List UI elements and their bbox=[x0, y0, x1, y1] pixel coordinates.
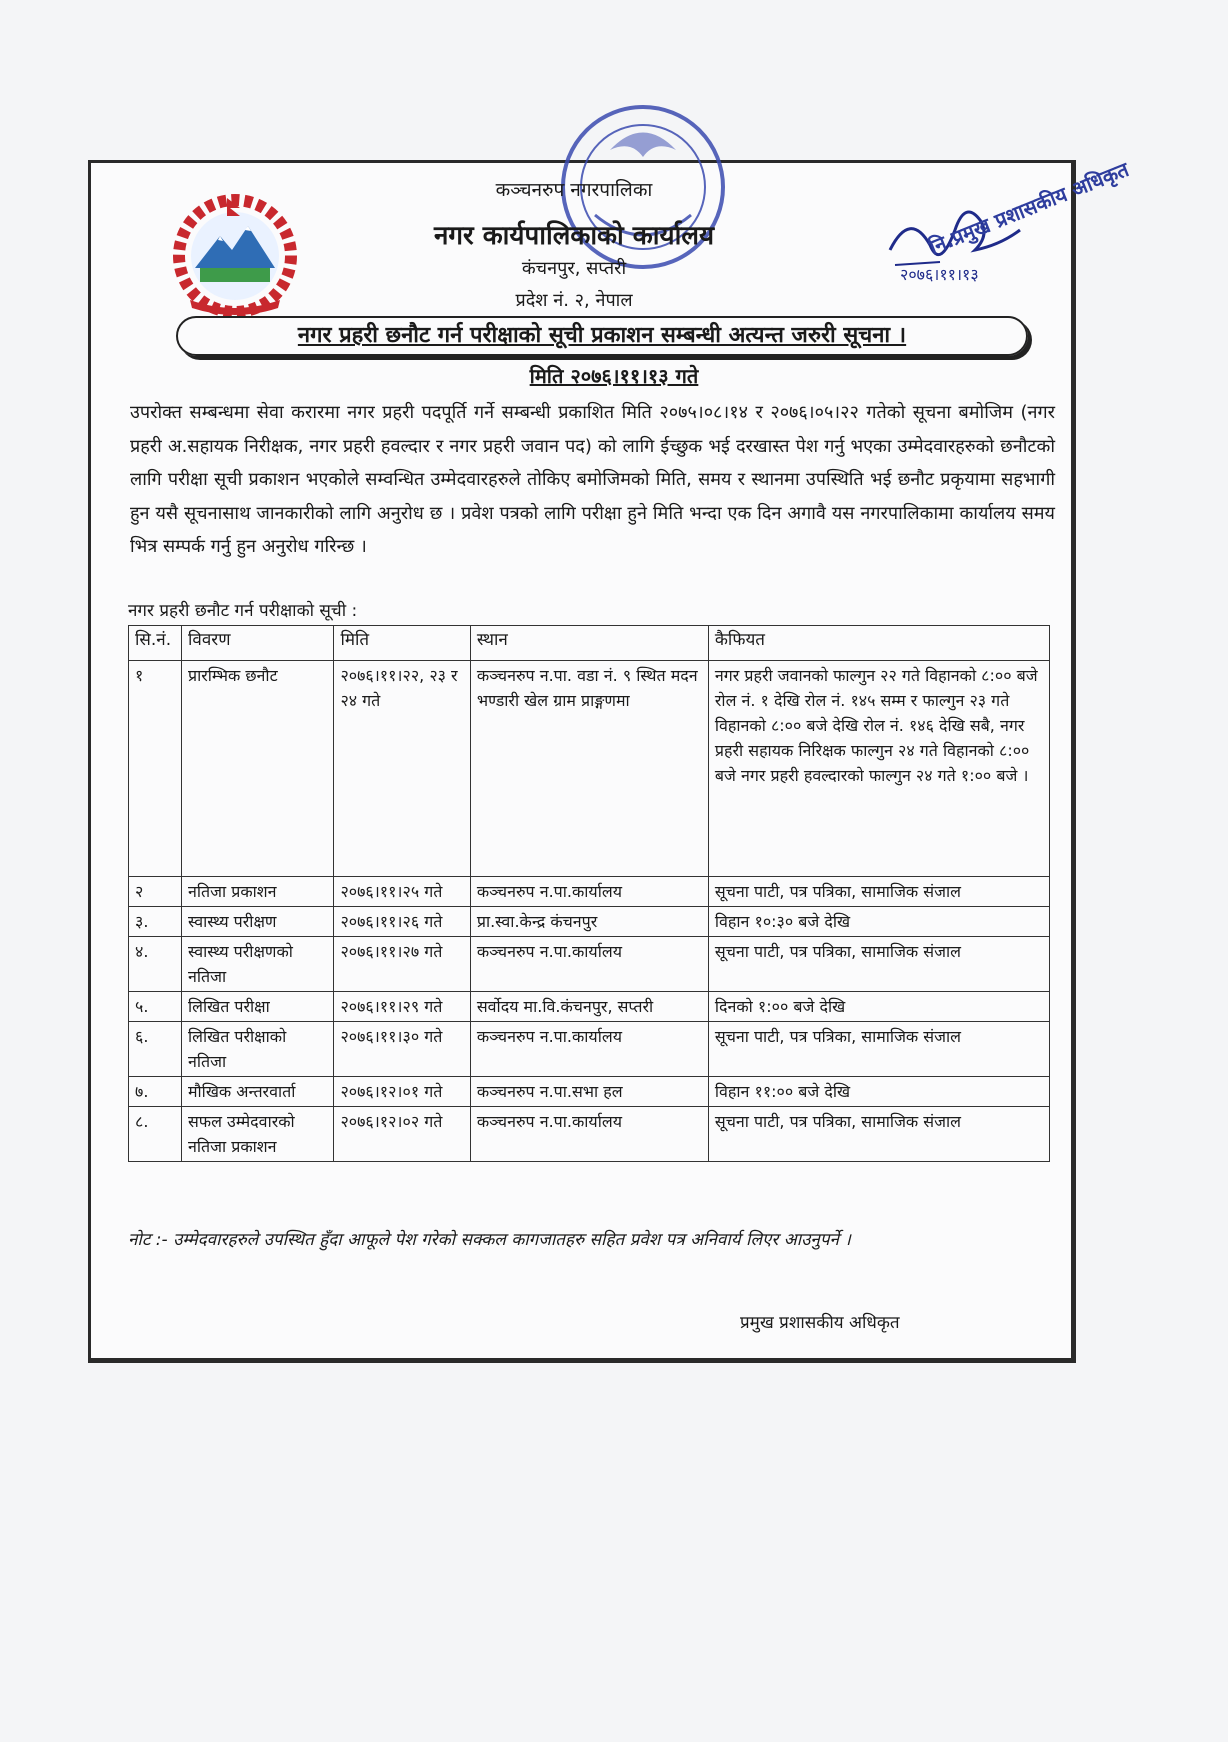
cell-remarks: विहान ११:०० बजे देखि bbox=[708, 1077, 1049, 1107]
cell-venue: कञ्चनरुप न.पा.कार्यालय bbox=[470, 877, 708, 907]
cell-description: लिखित परीक्षाको नतिजा bbox=[181, 1022, 333, 1077]
cell-remarks: विहान १०:३० बजे देखि bbox=[708, 907, 1049, 937]
cell-description: स्वास्थ्य परीक्षण bbox=[181, 907, 333, 937]
cell-remarks: सूचना पाटी, पत्र पत्रिका, सामाजिक संजाल bbox=[708, 1022, 1049, 1077]
cell-date: २०७६।११।२५ गते bbox=[334, 877, 470, 907]
exam-schedule-table bbox=[128, 625, 1050, 1162]
notice-footnote: नोट :- उम्मेदवारहरुले उपस्थित हुँदा आफूले पेश गरेको सक्कल कागजातहरु सहित प्रवेश पत्र अनिवार्य लिएर आउनुपर्ने । bbox=[128, 1230, 851, 1250]
cell-venue: कञ्चनरुप न.पा. वडा नं. ९ स्थित मदन भण्डारी खेल ग्राम प्राङ्गणमा bbox=[470, 661, 708, 877]
table-row bbox=[129, 877, 1050, 907]
cell-remarks: दिनको १:०० बजे देखि bbox=[708, 992, 1049, 1022]
cell-date: २०७६।१२।०१ गते bbox=[334, 1077, 470, 1107]
table-header-row bbox=[129, 626, 1050, 661]
table-row bbox=[129, 1077, 1050, 1107]
cell-description: प्रारम्भिक छनौट bbox=[181, 661, 333, 877]
table-row bbox=[129, 992, 1050, 1022]
cell-venue: कञ्चनरुप न.पा.सभा हल bbox=[470, 1077, 708, 1107]
col-header-sn: सि.नं. bbox=[129, 626, 182, 661]
cell-description: मौखिक अन्तरवार्ता bbox=[181, 1077, 333, 1107]
cell-venue: कञ्चनरुप न.पा.कार्यालय bbox=[470, 1107, 708, 1162]
cell-sn: ४. bbox=[129, 937, 182, 992]
office-location: कंचनपुर, सप्तरी bbox=[521, 258, 627, 279]
table-row bbox=[129, 1107, 1050, 1162]
table-row bbox=[129, 937, 1050, 992]
office-province: प्रदेश नं. २, नेपाल bbox=[515, 290, 633, 311]
col-header-remarks: कैफियत bbox=[708, 626, 1049, 661]
col-header-description: विवरण bbox=[181, 626, 333, 661]
cell-date: २०७६।११।२६ गते bbox=[334, 907, 470, 937]
notice-date: मिति २०७६।११।१३ गते bbox=[529, 364, 699, 388]
signature-date: २०७६।११।१३ bbox=[900, 265, 979, 284]
table-row bbox=[129, 661, 1050, 877]
table-row bbox=[129, 907, 1050, 937]
cell-sn: २ bbox=[129, 877, 182, 907]
notice-title: नगर प्रहरी छनौट गर्न परीक्षाको सूची प्रकाशन सम्बन्धी अत्यन्त जरुरी सूचना । bbox=[176, 316, 1028, 356]
cell-description: लिखित परीक्षा bbox=[181, 992, 333, 1022]
cell-sn: ६. bbox=[129, 1022, 182, 1077]
cell-venue: कञ्चनरुप न.पा.कार्यालय bbox=[470, 937, 708, 992]
municipality-name: कञ्चनरुप नगरपालिका bbox=[495, 179, 653, 201]
signatory-designation-stamp: नि.प्रमुख प्रशासकीय अधिकृत bbox=[925, 157, 1133, 260]
signatory-title: प्रमुख प्रशासकीय अधिकृत bbox=[740, 1313, 900, 1333]
cell-date: २०७६।१२।०२ गते bbox=[334, 1107, 470, 1162]
cell-venue: कञ्चनरुप न.पा.कार्यालय bbox=[470, 1022, 708, 1077]
cell-date: २०७६।११।२२, २३ र २४ गते bbox=[334, 661, 470, 877]
cell-description: स्वास्थ्य परीक्षणको नतिजा bbox=[181, 937, 333, 992]
cell-venue: प्रा.स्वा.केन्द्र कंचनपुर bbox=[470, 907, 708, 937]
cell-venue: सर्वोदय मा.वि.कंचनपुर, सप्तरी bbox=[470, 992, 708, 1022]
cell-description: नतिजा प्रकाशन bbox=[181, 877, 333, 907]
cell-remarks: नगर प्रहरी जवानको फाल्गुन २२ गते विहानको ८:०० बजे रोल नं. १ देखि रोल नं. १४५ सम्म र फाल्गुन २३ गते विहानको ८:०० बजे देखि रोल नं. १४६ देखि सबै, नगर प्रहरी सहायक निरिक्षक फाल्गुन २४ गते विहानको ८:०० बजे नगर प्रहरी हवल्दारको फाल्गुन २४ गते १:०० बजे । bbox=[708, 661, 1049, 877]
schedule-list-title: नगर प्रहरी छनौट गर्न परीक्षाको सूची : bbox=[128, 601, 358, 621]
col-header-venue: स्थान bbox=[470, 626, 708, 661]
cell-remarks: सूचना पाटी, पत्र पत्रिका, सामाजिक संजाल bbox=[708, 1107, 1049, 1162]
cell-date: २०७६।११।२९ गते bbox=[334, 992, 470, 1022]
cell-description: सफल उम्मेदवारको नतिजा प्रकाशन bbox=[181, 1107, 333, 1162]
cell-sn: १ bbox=[129, 661, 182, 877]
cell-remarks: सूचना पाटी, पत्र पत्रिका, सामाजिक संजाल bbox=[708, 937, 1049, 992]
cell-sn: ८. bbox=[129, 1107, 182, 1162]
table-row bbox=[129, 1022, 1050, 1077]
cell-sn: ३. bbox=[129, 907, 182, 937]
notice-body: उपरोक्त सम्बन्धमा सेवा करारमा नगर प्रहरी पदपूर्ति गर्ने सम्बन्धी प्रकाशित मिति २०७५।०८।१४ र २०७६।०५।२२ गतेको सूचना बमोजिम (नगर प्रहरी अ.सहायक निरीक्षक, नगर प्रहरी हवल्दार र नगर प्रहरी जवान पद) को लागि ईच्छुक भई दरखास्त पेश गर्नु भएका उम्मेदवारहरुको छनौटको लागि परीक्षा सूची प्रकाशन भएकोले सम्वन्धित उम्मेदवारहरुले तोकिए बमोजिमको मिति, समय र स्थानमा उपस्थिति भई छनौट प्रकृयामा सहभागी हुन यसै सूचनासाथ जानकारीको लागि अनुरोध छ । प्रवेश पत्रको लागि परीक्षा हुने मिति भन्दा एक दिन अगावै यस नगरपालिकामा कार्यालय समय भित्र सम्पर्क गर्नु हुन अनुरोध गरिन्छ । bbox=[130, 402, 1055, 557]
cell-sn: ५. bbox=[129, 992, 182, 1022]
col-header-date: मिति bbox=[334, 626, 470, 661]
cell-remarks: सूचना पाटी, पत्र पत्रिका, सामाजिक संजाल bbox=[708, 877, 1049, 907]
cell-date: २०७६।११।३० गते bbox=[334, 1022, 470, 1077]
cell-sn: ७. bbox=[129, 1077, 182, 1107]
office-name: नगर कार्यपालिकाको कार्यालय bbox=[433, 221, 715, 251]
cell-date: २०७६।११।२७ गते bbox=[334, 937, 470, 992]
